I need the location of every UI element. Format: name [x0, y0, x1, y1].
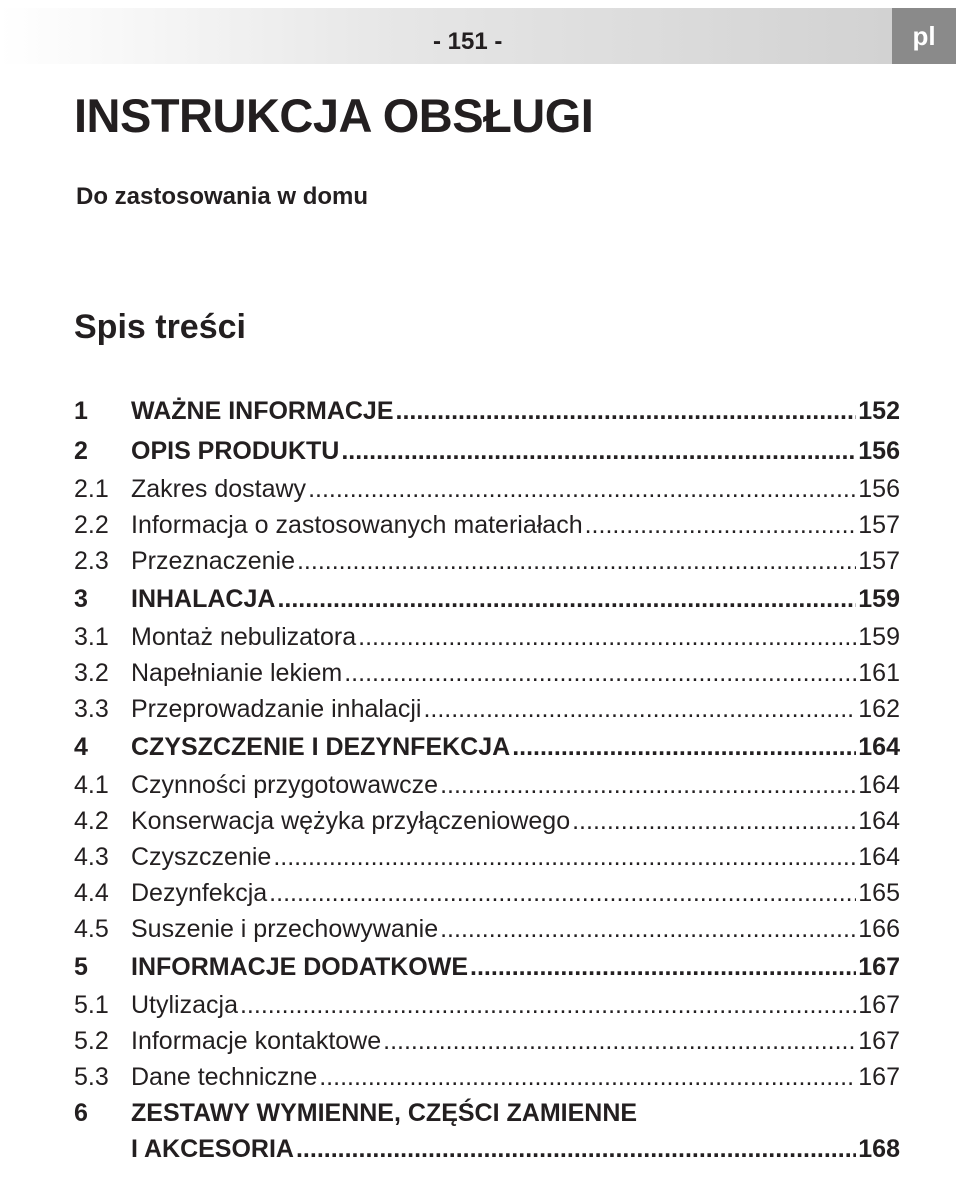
toc-entry-page: 167: [858, 1027, 900, 1055]
toc-entry-label: INHALACJA: [131, 585, 276, 613]
toc-entry-page: 167: [858, 953, 900, 981]
toc-entry-number: 4.5: [74, 915, 109, 943]
toc-leader-dots: [297, 543, 856, 579]
toc-entry-4-3[interactable]: [74, 839, 900, 875]
toc-leader-dots: [383, 1023, 856, 1059]
toc-leader-dots: [470, 947, 856, 987]
toc-entry-4-2[interactable]: [74, 803, 900, 839]
toc-entry-number: 5: [74, 953, 88, 981]
toc-entry-page: 165: [858, 879, 900, 907]
toc-entry-6[interactable]: [74, 1095, 900, 1167]
toc-entry-number: 6: [74, 1099, 88, 1127]
toc-entry-number: 5.3: [74, 1063, 109, 1091]
toc-entry-number: 3.3: [74, 695, 109, 723]
toc-entry-page: 159: [858, 623, 900, 651]
toc-entry-number: 2.3: [74, 547, 109, 575]
toc-entry-3-2[interactable]: [74, 655, 900, 691]
toc-leader-dots: [585, 507, 857, 543]
toc-entry-label: INFORMACJE DODATKOWE: [131, 953, 469, 981]
document-title: INSTRUKCJA OBSŁUGI: [74, 89, 594, 142]
toc-entry-label: WAŻNE INFORMACJE: [131, 397, 394, 425]
toc-entry-number: 3: [74, 585, 88, 613]
toc-entry-4-4[interactable]: [74, 875, 900, 911]
toc-leader-dots: [296, 1131, 856, 1167]
toc-entry-page: 166: [858, 915, 900, 943]
toc-entry-number: 3.2: [74, 659, 109, 687]
toc-entry-label: OPIS PRODUKTU: [131, 437, 340, 465]
table-of-contents: [74, 391, 900, 1167]
toc-entry-2-2[interactable]: [74, 507, 900, 543]
toc-entry-number: 5.2: [74, 1027, 109, 1055]
toc-entry-label: Informacja o zastosowanych materiałach: [131, 511, 583, 539]
toc-entry-3-3[interactable]: [74, 691, 900, 727]
toc-entry-page: 162: [858, 695, 900, 723]
toc-leader-dots: [440, 767, 856, 803]
toc-leader-dots: [277, 579, 856, 619]
toc-entry-number: 5.1: [74, 991, 109, 1019]
toc-entry-label-continued: I AKCESORIA: [131, 1135, 294, 1163]
toc-entry-4-1[interactable]: [74, 767, 900, 803]
toc-entry-2-3[interactable]: [74, 543, 900, 579]
toc-entry-page: 164: [858, 843, 900, 871]
toc-leader-dots: [341, 431, 856, 471]
toc-entry-page: 168: [858, 1135, 900, 1163]
toc-leader-dots: [319, 1059, 856, 1095]
toc-leader-dots: [396, 391, 857, 431]
toc-entry-label: Konserwacja wężyka przyłączeniowego: [131, 807, 571, 835]
page-number: - 151 -: [433, 28, 503, 55]
toc-entry-label: Czyszczenie: [131, 843, 272, 871]
toc-entry-page: 164: [858, 733, 900, 761]
toc-entry-label: Utylizacja: [131, 991, 238, 1019]
toc-entry-number: 2.2: [74, 511, 109, 539]
language-tab: pl: [892, 8, 956, 64]
toc-entry-number: 4: [74, 733, 88, 761]
toc-leader-dots: [240, 987, 856, 1023]
toc-entry-page: 164: [858, 771, 900, 799]
toc-leader-dots: [440, 911, 856, 947]
toc-leader-dots: [423, 691, 856, 727]
toc-entry-number: 1: [74, 397, 88, 425]
toc-entry-5-2[interactable]: [74, 1023, 900, 1059]
toc-entry-page: 164: [858, 807, 900, 835]
toc-entry-page: 161: [858, 659, 900, 687]
toc-entry-label: Przeznaczenie: [131, 547, 295, 575]
toc-entry-label: Suszenie i przechowywanie: [131, 915, 439, 943]
toc-heading: Spis treści: [74, 308, 246, 346]
toc-entry-page: 152: [858, 397, 900, 425]
toc-entry-4-5[interactable]: [74, 911, 900, 947]
toc-leader-dots: [273, 839, 856, 875]
toc-entry-label: Zakres dostawy: [131, 475, 307, 503]
toc-entry-label: Montaż nebulizatora: [131, 623, 357, 651]
toc-entry-label: CZYSZCZENIE I DEZYNFEKCJA: [131, 733, 511, 761]
toc-entry-2[interactable]: [74, 431, 900, 471]
toc-entry-label: ZESTAWY WYMIENNE, CZĘŚCI ZAMIENNE: [131, 1099, 638, 1127]
toc-entry-page: 167: [858, 1063, 900, 1091]
toc-entry-number: 4.1: [74, 771, 109, 799]
toc-entry-label: Przeprowadzanie inhalacji: [131, 695, 422, 723]
toc-entry-label: Informacje kontaktowe: [131, 1027, 382, 1055]
toc-entry-1[interactable]: [74, 391, 900, 431]
toc-entry-page: 157: [858, 511, 900, 539]
toc-entry-3[interactable]: [74, 579, 900, 619]
toc-leader-dots: [308, 471, 856, 507]
toc-entry-label: Dezynfekcja: [131, 879, 268, 907]
toc-entry-number: 4.2: [74, 807, 109, 835]
toc-leader-dots: [269, 875, 856, 911]
toc-entry-3-1[interactable]: [74, 619, 900, 655]
toc-leader-dots: [572, 803, 856, 839]
toc-entry-5-1[interactable]: [74, 987, 900, 1023]
toc-entry-label: Czynności przygotowawcze: [131, 771, 439, 799]
toc-entry-5[interactable]: [74, 947, 900, 987]
toc-entry-label: Napełnianie lekiem: [131, 659, 343, 687]
toc-entry-label: Dane techniczne: [131, 1063, 318, 1091]
toc-entry-page: 156: [858, 475, 900, 503]
toc-entry-number: 3.1: [74, 623, 109, 651]
toc-leader-dots: [512, 727, 856, 767]
toc-entry-page: 156: [858, 437, 900, 465]
toc-entry-2-1[interactable]: [74, 471, 900, 507]
toc-leader-dots: [344, 655, 856, 691]
toc-entry-number: 4.3: [74, 843, 109, 871]
toc-entry-5-3[interactable]: [74, 1059, 900, 1095]
document-subtitle: Do zastosowania w domu: [76, 183, 369, 210]
toc-entry-number: 4.4: [74, 879, 109, 907]
toc-entry-4[interactable]: [74, 727, 900, 767]
toc-leader-dots: [358, 619, 856, 655]
toc-entry-page: 159: [858, 585, 900, 613]
toc-entry-page: 157: [858, 547, 900, 575]
toc-entry-page: 167: [858, 991, 900, 1019]
toc-entry-number: 2: [74, 437, 88, 465]
toc-entry-number: 2.1: [74, 475, 109, 503]
